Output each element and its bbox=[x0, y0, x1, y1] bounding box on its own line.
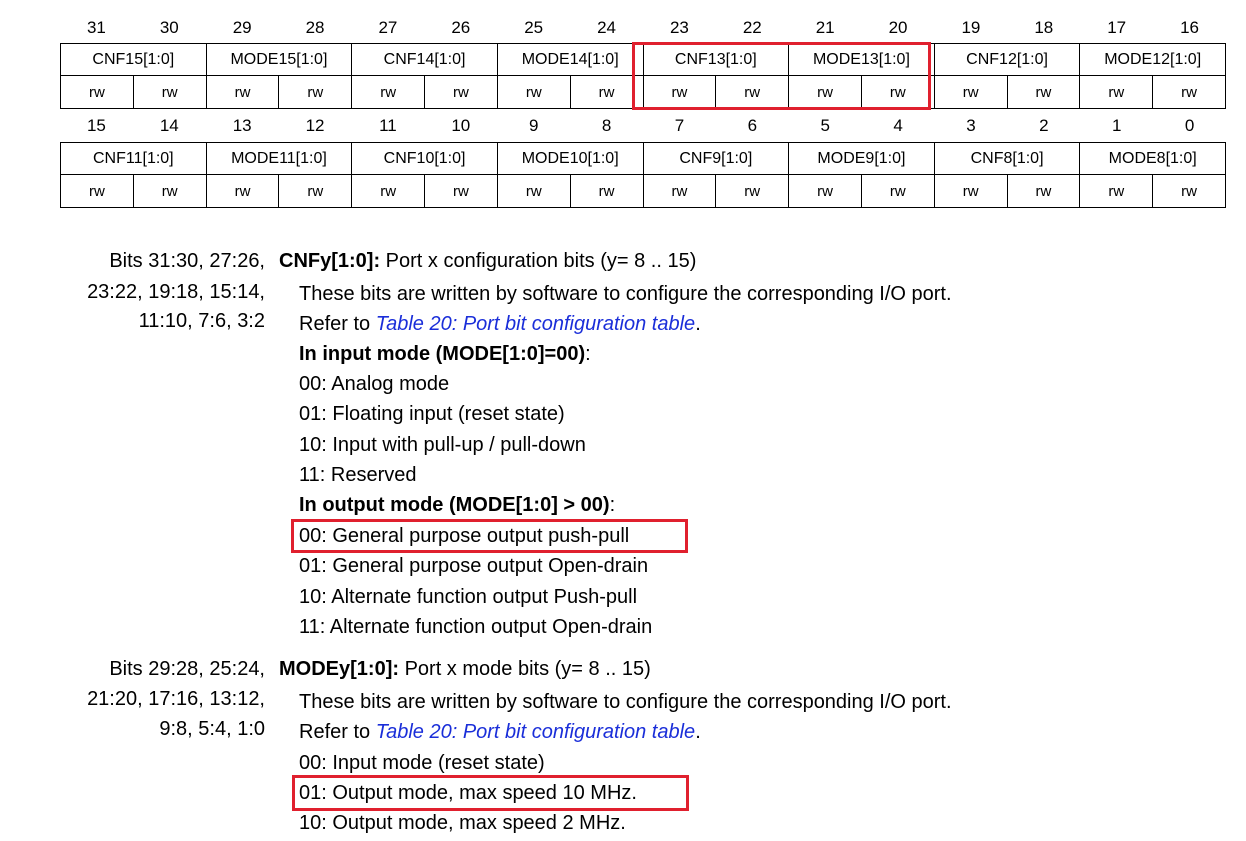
cnf-output-heading-text: In output mode (MODE[1:0] > 00) bbox=[299, 494, 610, 516]
access-cell: rw bbox=[862, 175, 935, 208]
access-cell: rw bbox=[425, 76, 498, 109]
access-cell: rw bbox=[61, 76, 134, 109]
bit-number: 10 bbox=[451, 116, 471, 135]
access-cell: rw bbox=[789, 175, 862, 208]
bit-number: 21 bbox=[815, 18, 835, 37]
access-cell: rw bbox=[134, 76, 207, 109]
register-field-cnf15: CNF15[1:0] bbox=[61, 44, 207, 76]
access-cell: rw bbox=[1153, 175, 1226, 208]
register-field-mode10: MODE10[1:0] bbox=[498, 143, 644, 175]
bit-number: 3 bbox=[966, 116, 976, 135]
access-cell: rw bbox=[425, 175, 498, 208]
cnf-output-mode-heading bbox=[299, 490, 615, 521]
bit-number: 19 bbox=[961, 18, 981, 37]
register-field-cnf12: CNF12[1:0] bbox=[935, 44, 1081, 76]
mode-bits-label-line: Bits 29:28, 25:24, bbox=[109, 658, 265, 680]
bit-number: 11 bbox=[379, 116, 397, 135]
lower-field-row bbox=[60, 142, 1226, 175]
cnf-input-option: 01: Floating input (reset state) bbox=[299, 403, 565, 425]
bit-number: 20 bbox=[888, 18, 908, 37]
cnf-refer-line bbox=[299, 309, 701, 340]
access-cell: rw bbox=[279, 76, 352, 109]
register-field-cnf14: CNF14[1:0] bbox=[352, 44, 498, 76]
bit-number: 6 bbox=[747, 116, 758, 135]
cnf-input-heading-colon: : bbox=[585, 343, 591, 365]
upper-access-row bbox=[60, 76, 1226, 109]
access-cell: rw bbox=[571, 76, 644, 109]
mode-title-text: Port x mode bits (y= 8 .. 15) bbox=[399, 658, 651, 680]
bit-number: 22 bbox=[742, 18, 762, 37]
access-cell: rw bbox=[279, 175, 352, 208]
access-cell: rw bbox=[789, 76, 862, 109]
register-field-mode9: MODE9[1:0] bbox=[789, 143, 935, 175]
bit-number: 25 bbox=[524, 18, 544, 37]
bit-number: 0 bbox=[1184, 116, 1195, 135]
register-field-mode14: MODE14[1:0] bbox=[498, 44, 644, 76]
access-cell: rw bbox=[61, 175, 134, 208]
bit-number: 5 bbox=[820, 116, 830, 135]
access-cell: rw bbox=[352, 175, 425, 208]
access-cell: rw bbox=[644, 175, 717, 208]
access-cell: rw bbox=[207, 175, 280, 208]
mode-title-name: MODEy[1:0]: bbox=[279, 658, 400, 680]
cnf-title-name: CNFy[1:0]: bbox=[279, 250, 381, 272]
register-field-mode13: MODE13[1:0] bbox=[789, 44, 935, 76]
register-field-cnf11: CNF11[1:0] bbox=[61, 143, 207, 175]
bit-number: 9 bbox=[528, 116, 539, 135]
mode-refer-suffix: . bbox=[695, 721, 701, 743]
access-cell: rw bbox=[207, 76, 280, 109]
register-field-cnf10: CNF10[1:0] bbox=[352, 143, 498, 175]
access-cell: rw bbox=[716, 175, 789, 208]
cnf-bits-label-line: Bits 31:30, 27:26, bbox=[109, 250, 265, 272]
access-cell: rw bbox=[862, 76, 935, 109]
bit-number: 23 bbox=[669, 18, 689, 37]
cnf-output-option: 10: Alternate function output Push-pull bbox=[299, 586, 638, 608]
bit-number: 4 bbox=[893, 116, 903, 135]
access-cell: rw bbox=[498, 175, 571, 208]
bit-number: 15 bbox=[86, 116, 106, 135]
bit-number: 24 bbox=[597, 18, 617, 37]
cnf-refer-suffix: . bbox=[695, 313, 701, 335]
access-cell: rw bbox=[935, 76, 1008, 109]
cnf-input-heading-text: In input mode (MODE[1:0]=00) bbox=[299, 343, 586, 365]
bit-number: 27 bbox=[378, 18, 398, 37]
access-cell: rw bbox=[571, 175, 644, 208]
access-cell: rw bbox=[498, 76, 571, 109]
mode-table20-link[interactable]: Table 20: Port bit configuration table bbox=[375, 721, 696, 743]
access-cell: rw bbox=[352, 76, 425, 109]
cnf-output-heading-colon: : bbox=[609, 494, 616, 516]
bit-number: 30 bbox=[159, 18, 179, 37]
bit-number: 31 bbox=[86, 18, 106, 37]
mode-bits-label-line: 21:20, 17:16, 13:12, bbox=[87, 688, 265, 710]
bit-number: 12 bbox=[305, 116, 325, 135]
upper-bit-numbers bbox=[60, 13, 1226, 43]
register-field-mode15: MODE15[1:0] bbox=[207, 44, 353, 76]
access-cell: rw bbox=[1080, 76, 1153, 109]
cnf-input-mode-heading bbox=[299, 339, 591, 370]
cnf-input-option: 00: Analog mode bbox=[299, 373, 450, 395]
mode-refer-prefix: Refer to bbox=[299, 721, 376, 743]
access-cell: rw bbox=[716, 76, 789, 109]
bit-number: 28 bbox=[305, 18, 325, 37]
register-field-cnf9: CNF9[1:0] bbox=[644, 143, 790, 175]
mode-refer-line bbox=[299, 717, 701, 748]
cnf-bits-label-line: 11:10, 7:6, 3:2 bbox=[138, 310, 265, 332]
mode-option: 10: Output mode, max speed 2 MHz. bbox=[299, 812, 626, 834]
register-field-mode12: MODE12[1:0] bbox=[1080, 44, 1226, 76]
cnf-title-text: Port x configuration bits (y= 8 .. 15) bbox=[380, 250, 697, 272]
cnf-bits-label-line: 23:22, 19:18, 15:14, bbox=[87, 281, 265, 303]
bit-number: 8 bbox=[601, 116, 612, 135]
cnf-refer-prefix: Refer to bbox=[299, 313, 376, 335]
cnf-input-option: 11: Reserved bbox=[299, 464, 417, 486]
bit-number: 26 bbox=[451, 18, 471, 37]
register-field-mode11: MODE11[1:0] bbox=[207, 143, 353, 175]
lower-access-row bbox=[60, 175, 1226, 208]
bit-number: 17 bbox=[1107, 18, 1127, 37]
mode-bits-label-line: 9:8, 5:4, 1:0 bbox=[159, 718, 265, 740]
bit-number: 1 bbox=[1111, 116, 1122, 135]
cnf-input-option: 10: Input with pull-up / pull-down bbox=[299, 434, 586, 456]
cnf-output-option: 00: General purpose output push-pull bbox=[299, 525, 630, 547]
access-cell: rw bbox=[644, 76, 717, 109]
register-field-cnf8: CNF8[1:0] bbox=[935, 143, 1081, 175]
cnf-title bbox=[279, 246, 696, 277]
access-cell: rw bbox=[1008, 175, 1081, 208]
mode-option: 00: Input mode (reset state) bbox=[299, 752, 545, 774]
upper-field-row bbox=[60, 43, 1226, 76]
lower-bit-numbers bbox=[60, 111, 1226, 141]
bit-number: 18 bbox=[1034, 18, 1054, 37]
register-field-mode8: MODE8[1:0] bbox=[1080, 143, 1226, 175]
cnf-description: These bits are written by software to configure the corresponding I/O port. bbox=[299, 283, 952, 305]
access-cell: rw bbox=[1080, 175, 1153, 208]
mode-option: 01: Output mode, max speed 10 MHz. bbox=[299, 782, 637, 804]
bit-number: 7 bbox=[674, 116, 685, 135]
cnf-table20-link[interactable]: Table 20: Port bit configuration table bbox=[375, 313, 696, 335]
access-cell: rw bbox=[1008, 76, 1081, 109]
bit-number: 29 bbox=[232, 18, 252, 37]
access-cell: rw bbox=[1153, 76, 1226, 109]
access-cell: rw bbox=[935, 175, 1008, 208]
bit-number: 2 bbox=[1039, 116, 1049, 135]
mode-description: These bits are written by software to configure the corresponding I/O port. bbox=[299, 691, 952, 713]
bit-number: 14 bbox=[159, 116, 179, 135]
access-cell: rw bbox=[134, 175, 207, 208]
cnf-output-option: 01: General purpose output Open-drain bbox=[299, 555, 649, 577]
cnf-output-option: 11: Alternate function output Open-drain bbox=[299, 616, 653, 638]
bit-number: 13 bbox=[232, 116, 252, 135]
register-field-cnf13: CNF13[1:0] bbox=[644, 44, 790, 76]
mode-title bbox=[279, 654, 651, 685]
bit-number: 16 bbox=[1180, 18, 1200, 37]
